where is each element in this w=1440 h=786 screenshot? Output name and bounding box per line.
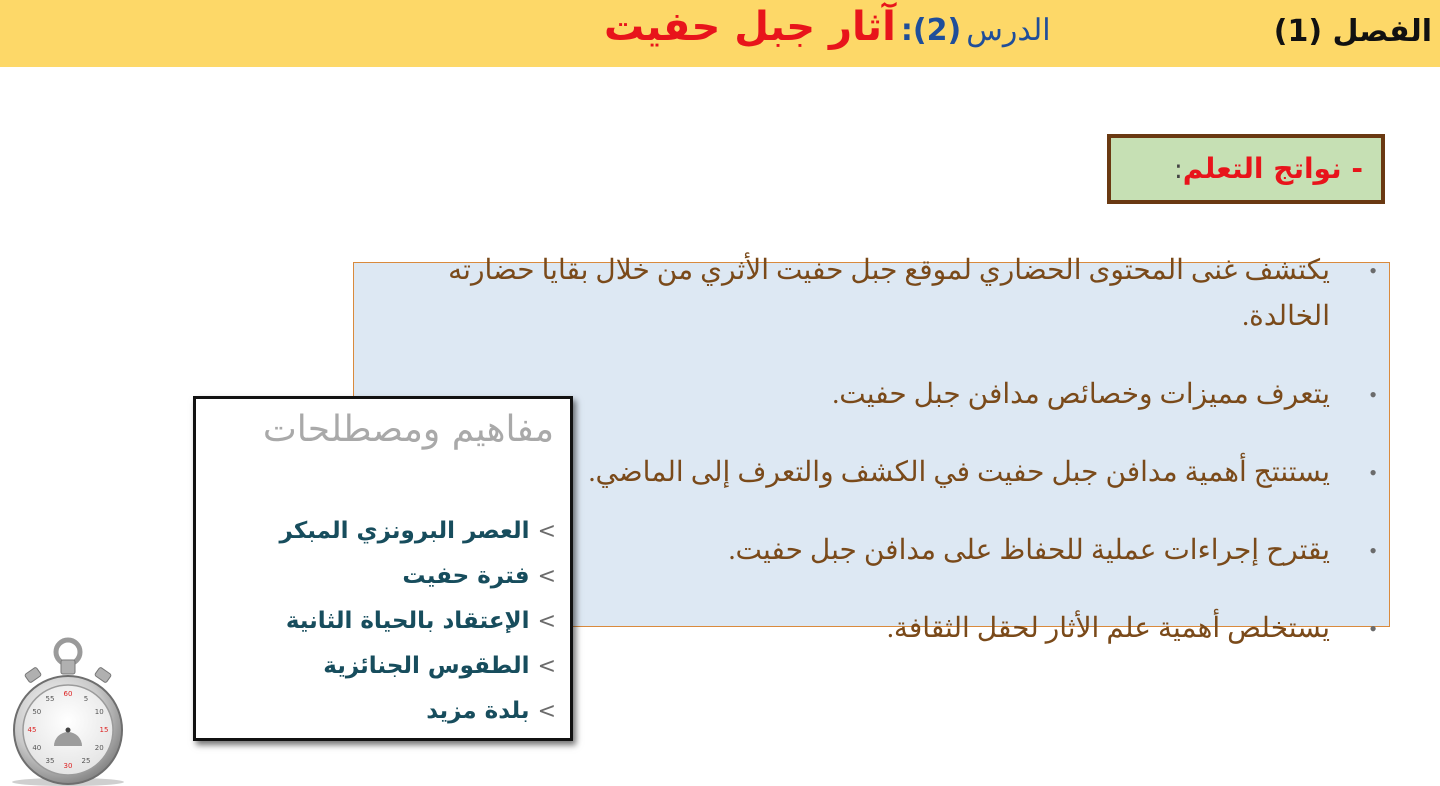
bullet-icon: •: [1369, 538, 1377, 563]
stopwatch-number: 30: [63, 762, 73, 770]
stopwatch-number: 60: [63, 690, 73, 698]
concepts-title: مفاهيم ومصطلحات: [262, 409, 554, 450]
concept-text: بلدة مزيد: [426, 698, 530, 724]
bullet-icon: •: [1369, 258, 1377, 283]
concept-text: العصر البرونزي المبكر: [279, 518, 530, 544]
outcome-text: يكتشف غنى المحتوى الحضاري لموقع جبل حفيت الأثري من خلال بقايا حضارته الخالدة.: [448, 255, 1330, 332]
chevron-right-icon: >: [537, 699, 556, 724]
concept-text: الطقوس الجنائزية: [323, 653, 530, 679]
stopwatch-number: 20: [94, 744, 104, 752]
stopwatch-number: 10: [94, 708, 104, 716]
lesson-word: الدرس: [966, 14, 1051, 47]
outcome-item: [420, 248, 1380, 340]
bullet-icon: •: [1369, 616, 1377, 641]
bullet-icon: •: [1369, 382, 1377, 407]
learning-outcomes-heading: [1107, 134, 1385, 204]
learning-outcomes-title: - نواتج التعلم: [1182, 152, 1363, 185]
header-bar: [0, 0, 1440, 67]
concepts-list: [280, 509, 556, 734]
stopwatch-number: 50: [32, 708, 42, 716]
outcome-text: يتعرف مميزات وخصائص مدافن جبل حفيت.: [832, 379, 1330, 410]
chevron-right-icon: >: [537, 654, 556, 679]
bullet-icon: •: [1369, 460, 1377, 485]
concept-item: [280, 554, 556, 599]
concept-text: فترة حفيت: [402, 563, 530, 589]
stopwatch-number: 55: [45, 694, 55, 703]
stopwatch-number: 45: [27, 726, 37, 734]
concept-text: الإعتقاد بالحياة الثانية: [285, 608, 530, 634]
chevron-right-icon: >: [537, 564, 556, 589]
lesson-number: (2):: [900, 13, 962, 48]
stopwatch-number: 40: [32, 744, 42, 752]
learning-outcomes-colon: :: [1174, 155, 1183, 185]
lesson-title: آثار جبل حفيت: [604, 4, 896, 50]
concept-item: [280, 689, 556, 734]
chevron-right-icon: >: [537, 609, 556, 634]
lesson-heading: [604, 4, 1051, 50]
chapter-label: الفصل (1): [1273, 14, 1432, 49]
outcome-text: يستنتج أهمية مدافن جبل حفيت في الكشف والتعرف إلى الماضي.: [588, 457, 1330, 488]
concept-item: [280, 509, 556, 554]
outcome-text: يستخلص أهمية علم الأثار لحقل الثقافة.: [886, 613, 1330, 644]
chevron-right-icon: >: [537, 519, 556, 544]
outcome-text: يقترح إجراءات عملية للحفاظ على مدافن جبل حفيت.: [728, 535, 1330, 566]
stopwatch-icon: [8, 636, 128, 786]
concept-item: [280, 644, 556, 689]
stopwatch-number: 15: [99, 726, 109, 734]
concept-item: [280, 599, 556, 644]
concepts-card: [193, 396, 573, 741]
stopwatch-number: 5: [83, 694, 89, 703]
stopwatch-number: 25: [81, 757, 91, 766]
stopwatch-number: 35: [45, 757, 55, 766]
